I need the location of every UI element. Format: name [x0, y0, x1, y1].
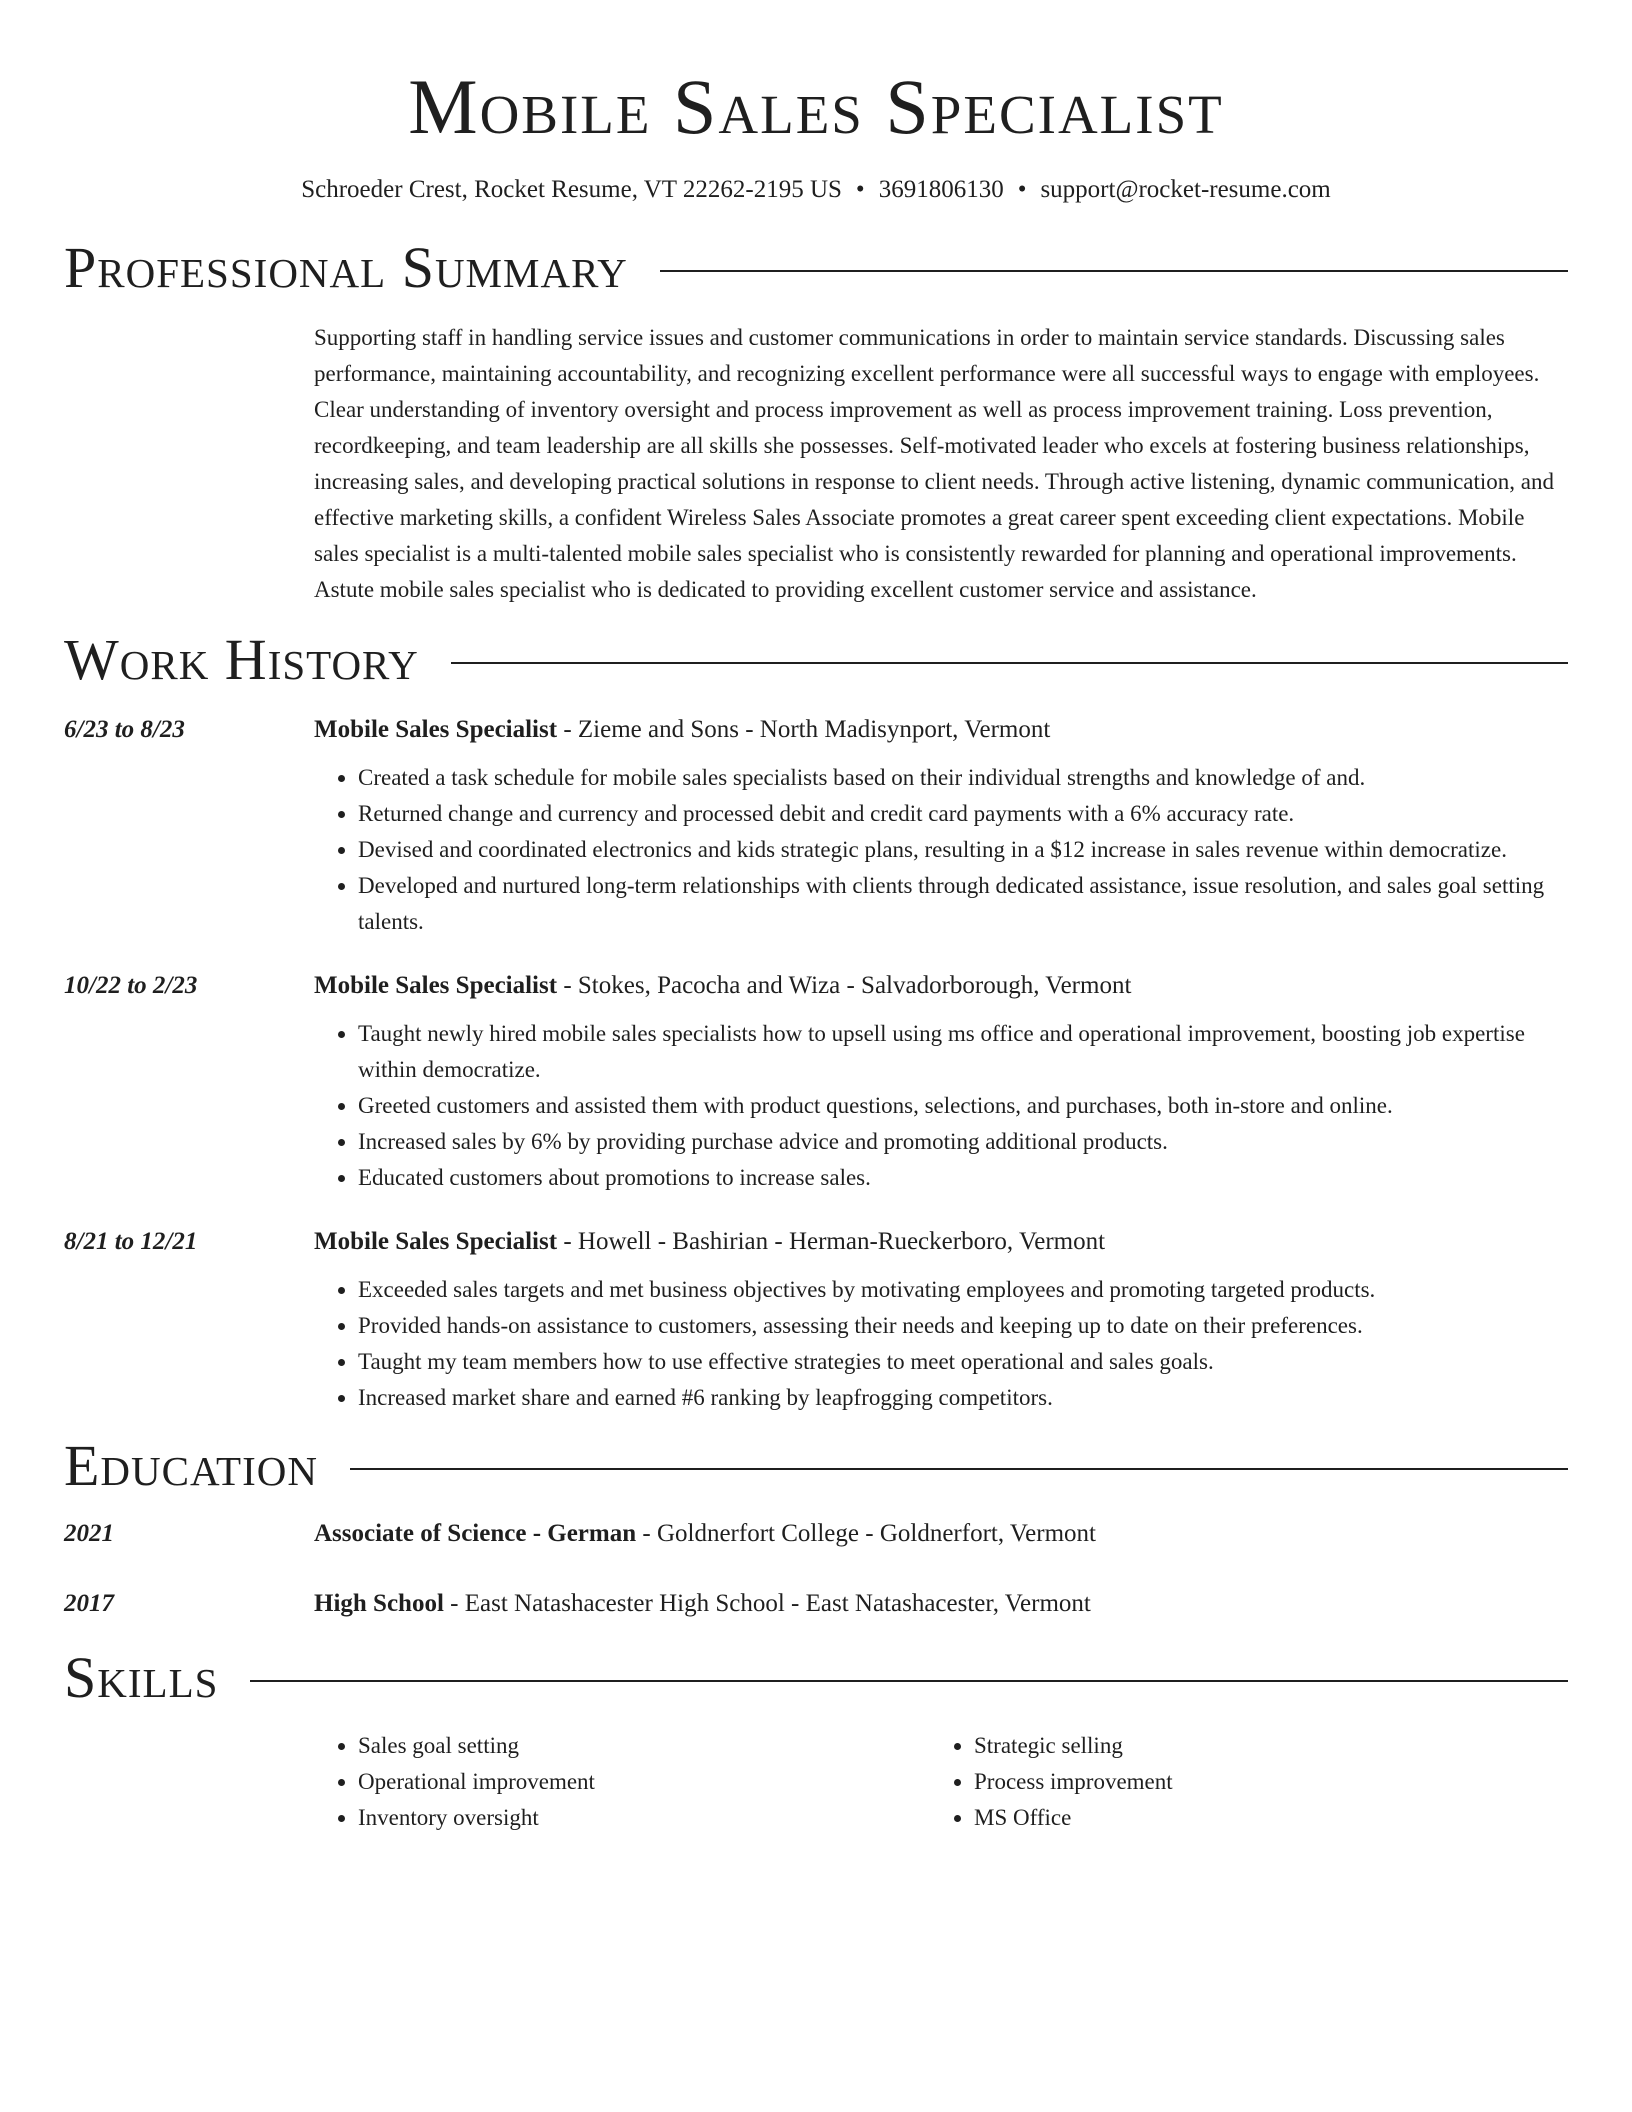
job-bullets: [314, 1272, 1568, 1416]
education-content: [314, 1588, 1568, 1620]
job-content: [314, 970, 1568, 1196]
skill-item: • Sales goal setting: [358, 1728, 930, 1764]
contact-email: support@rocket-resume.com: [1040, 176, 1331, 203]
contact-phone: 3691806130: [878, 176, 1004, 203]
job-title-line: [314, 1226, 1568, 1258]
contact-separator: •: [855, 176, 865, 203]
skill-item: • MS Office: [974, 1800, 1546, 1836]
job-title: Mobile Sales Specialist: [314, 972, 558, 999]
education-title-line: [314, 1588, 1568, 1620]
job-bullet: • Devised and coordinated electronics and kids strategic plans, resulting in a $12 increase in sales revenue within democratize.: [358, 832, 1568, 868]
education-year: 2021: [64, 1520, 114, 1547]
job-title: Mobile Sales Specialist: [314, 716, 558, 743]
education-heading: Education: [64, 1433, 318, 1498]
job-title-line: [314, 714, 1568, 746]
job-entry: [64, 970, 1568, 1196]
skill-item: • Strategic selling: [974, 1728, 1546, 1764]
education-year: 2017: [64, 1590, 114, 1617]
job-content: [314, 1226, 1568, 1416]
work-heading: Work History: [64, 627, 419, 692]
skills-list: [314, 1728, 1568, 1836]
job-bullets: [314, 760, 1568, 940]
education-degree: Associate of Science - German: [314, 1520, 637, 1547]
job-bullet: • Developed and nurtured long-term relationships with clients through dedicated assistance, issue resolution, and sales goal setting talents.: [358, 868, 1568, 940]
resume-name: Mobile Sales Specialist: [408, 63, 1224, 150]
contact-separator: •: [1017, 176, 1027, 203]
section-divider: [660, 270, 1568, 272]
job-details: - Zieme and Sons - North Madisynport, Vermont: [557, 716, 1051, 743]
skill-item: • Process improvement: [974, 1764, 1546, 1800]
work-section-header: [64, 628, 1568, 692]
skills-section-header: [64, 1646, 1568, 1710]
section-divider: [350, 1468, 1568, 1470]
job-bullet: • Increased market share and earned #6 ranking by leapfrogging competitors.: [358, 1380, 1568, 1416]
education-degree: High School: [314, 1590, 444, 1617]
job-bullet: • Taught my team members how to use effective strategies to meet operational and sales goals.: [358, 1344, 1568, 1380]
skills-column-right: [930, 1728, 1546, 1836]
job-bullet: • Created a task schedule for mobile sales specialists based on their individual strengths and knowledge of and.: [358, 760, 1568, 796]
job-bullet: • Taught newly hired mobile sales specialists how to upsell using ms office and operational improvement, boosting job expertise within democratize.: [358, 1016, 1568, 1088]
education-entry: [64, 1588, 1568, 1620]
job-dates: 6/23 to 8/23: [64, 716, 185, 743]
section-divider: [451, 662, 1568, 664]
job-bullet: • Exceeded sales targets and met business objectives by motivating employees and promoting targeted products.: [358, 1272, 1568, 1308]
education-details: - Goldnerfort College - Goldnerfort, Vermont: [636, 1520, 1096, 1547]
education-title-line: [314, 1518, 1568, 1550]
job-entry: [64, 714, 1568, 940]
skill-item: • Inventory oversight: [358, 1800, 930, 1836]
summary-text: Supporting staff in handling service issues and customer communications in order to maintain service standards. Discussing sales performance, maintaining accountability, and recognizing excellent performance were all successful ways to engage with employees. Clear understanding of inventory oversight and process improvement as well as process improvement training. Loss prevention, recordkeeping, and team leadership are all skills she possesses. Self-motivated leader who excels at fostering business relationships, increasing sales, and developing practical solutions in response to client needs. Through active listening, dynamic communication, and effective marketing skills, a confident Wireless Sales Associate promotes a great career spent exceeding client expectations. Mobile sales specialist is a multi-talented mobile sales specialist who is consistently rewarded for planning and operational improvements. Astute mobile sales specialist who is dedicated to providing excellent customer service and assistance.: [314, 325, 1554, 602]
job-title-line: [314, 970, 1568, 1002]
contact-address: Schroeder Crest, Rocket Resume, VT 22262-2195 US: [301, 176, 842, 203]
skills-column-left: [314, 1728, 930, 1836]
education-details: - East Natashacester High School - East Natashacester, Vermont: [443, 1590, 1091, 1617]
education-entry: [64, 1518, 1568, 1550]
job-details: - Stokes, Pacocha and Wiza - Salvadorborough, Vermont: [557, 972, 1132, 999]
contact-line: [64, 174, 1568, 206]
job-dates: 8/21 to 12/21: [64, 1228, 198, 1255]
education-content: [314, 1518, 1568, 1550]
job-bullet: • Greeted customers and assisted them with product questions, selections, and purchases, both in-store and online.: [358, 1088, 1568, 1124]
job-bullet: • Educated customers about promotions to increase sales.: [358, 1160, 1568, 1196]
job-entry: [64, 1226, 1568, 1416]
job-details: - Howell - Bashirian - Herman-Rueckerboro, Vermont: [557, 1228, 1106, 1255]
skills-heading: Skills: [64, 1645, 219, 1710]
resume-page: [64, 0, 1568, 1836]
job-dates: 10/22 to 2/23: [64, 972, 198, 999]
education-section-header: [64, 1434, 1568, 1498]
job-bullet: • Returned change and currency and processed debit and credit card payments with a 6% accuracy rate.: [358, 796, 1568, 832]
skill-item: • Operational improvement: [358, 1764, 930, 1800]
summary-heading: Professional Summary: [64, 235, 628, 300]
job-bullet: • Provided hands-on assistance to customers, assessing their needs and keeping up to date on their preferences.: [358, 1308, 1568, 1344]
job-content: [314, 714, 1568, 940]
section-divider: [250, 1680, 1568, 1682]
job-bullet: • Increased sales by 6% by providing purchase advice and promoting additional products.: [358, 1124, 1568, 1160]
job-bullets: [314, 1016, 1568, 1196]
summary-section-header: [64, 236, 1568, 300]
job-title: Mobile Sales Specialist: [314, 1228, 558, 1255]
